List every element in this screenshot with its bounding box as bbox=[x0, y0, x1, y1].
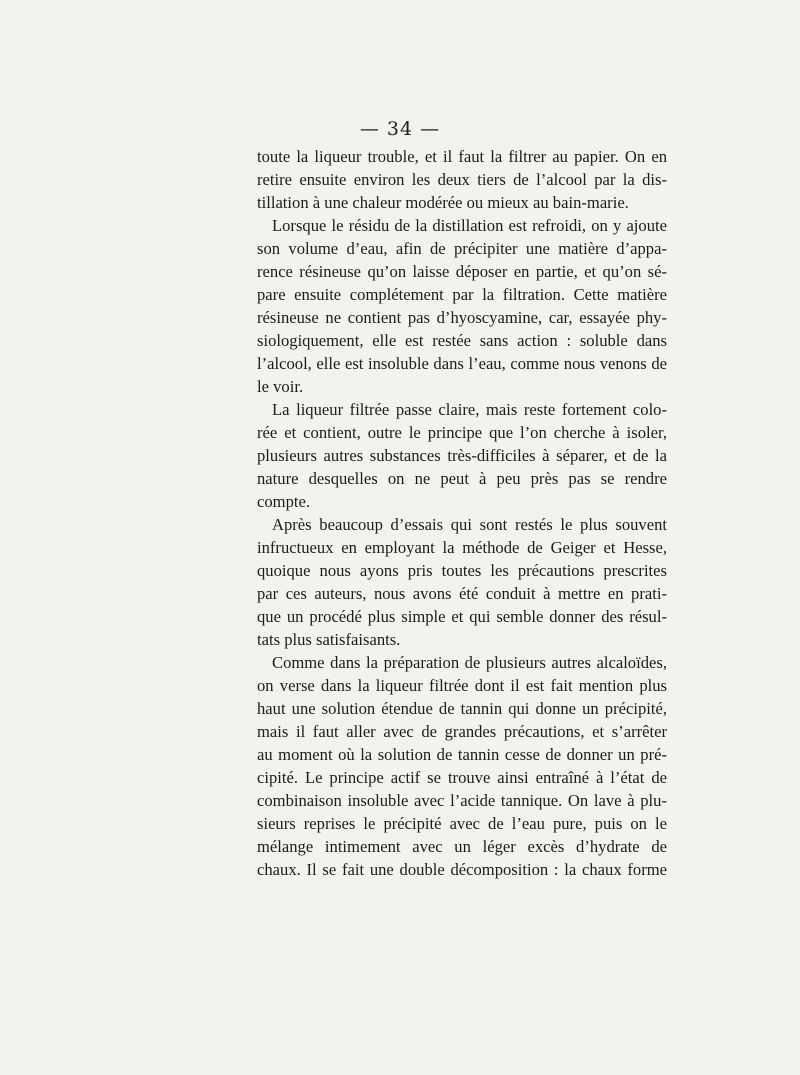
text-line: toute la liqueur trouble, et il faut la filtrer au papier. On en bbox=[257, 147, 667, 166]
text-line: résineuse ne contient pas d’hyoscyamine, car, essayée phy- bbox=[257, 308, 667, 327]
text-line: La liqueur filtrée passe claire, mais reste fortement colo- bbox=[272, 400, 667, 419]
text-line: chaux. Il se fait une double décomposition : la chaux forme bbox=[257, 860, 667, 879]
text-line: rée et contient, outre le principe que l’on cherche à isoler, bbox=[257, 423, 667, 442]
text-line: quoique nous ayons pris toutes les précautions prescrites bbox=[257, 561, 667, 580]
text-line: combinaison insoluble avec l’acide tannique. On lave à plu- bbox=[257, 791, 667, 810]
text-line: plusieurs autres substances très-difficiles à séparer, et de la bbox=[257, 446, 667, 465]
text-line: que un procédé plus simple et qui semble donner des résul- bbox=[257, 607, 667, 626]
text-line: compte. bbox=[257, 492, 310, 511]
page-number: — 34 — bbox=[359, 118, 441, 140]
text-line: haut une solution étendue de tannin qui donne un précipité, bbox=[257, 699, 667, 718]
text-line: le voir. bbox=[257, 377, 304, 396]
text-line: son volume d’eau, afin de précipiter une matière d’appa- bbox=[257, 239, 667, 258]
text-line: nature desquelles on ne peut à peu près pas se rendre bbox=[257, 469, 667, 488]
text-line: tats plus satisfaisants. bbox=[257, 630, 401, 649]
text-line: au moment où la solution de tannin cesse de donner un pré- bbox=[257, 745, 667, 764]
text-line: tillation à une chaleur modérée ou mieux au bain-marie. bbox=[257, 193, 629, 212]
text-line: sieurs reprises le précipité avec de l’eau pure, puis on le bbox=[257, 814, 667, 833]
text-line: cipité. Le principe actif se trouve ainsi entraîné à l’état de bbox=[257, 768, 667, 787]
text-line: pare ensuite complétement par la filtration. Cette matière bbox=[257, 285, 667, 304]
body-text bbox=[257, 145, 667, 881]
text-line: infructueux en employant la méthode de Geiger et Hesse, bbox=[257, 538, 667, 557]
text-line: Lorsque le résidu de la distillation est refroidi, on y ajoute bbox=[272, 216, 667, 235]
text-line: l’alcool, elle est insoluble dans l’eau, comme nous venons de bbox=[257, 354, 667, 373]
text-line: on verse dans la liqueur filtrée dont il est fait mention plus bbox=[257, 676, 667, 695]
text-line: Comme dans la préparation de plusieurs autres alcaloïdes, bbox=[272, 653, 667, 672]
text-line: mélange intimement avec un léger excès d’hydrate de bbox=[257, 837, 667, 856]
text-line: retire ensuite environ les deux tiers de l’alcool par la dis- bbox=[257, 170, 667, 189]
text-line: rence résineuse qu’on laisse déposer en partie, et qu’on sé- bbox=[257, 262, 667, 281]
text-line: par ces auteurs, nous avons été conduit à mettre en prati- bbox=[257, 584, 667, 603]
text-line: siologiquement, elle est restée sans action : soluble dans bbox=[257, 331, 667, 350]
text-line: mais il faut aller avec de grandes précautions, et s’arrêter bbox=[257, 722, 667, 741]
text-line: Après beaucoup d’essais qui sont restés le plus souvent bbox=[272, 515, 667, 534]
